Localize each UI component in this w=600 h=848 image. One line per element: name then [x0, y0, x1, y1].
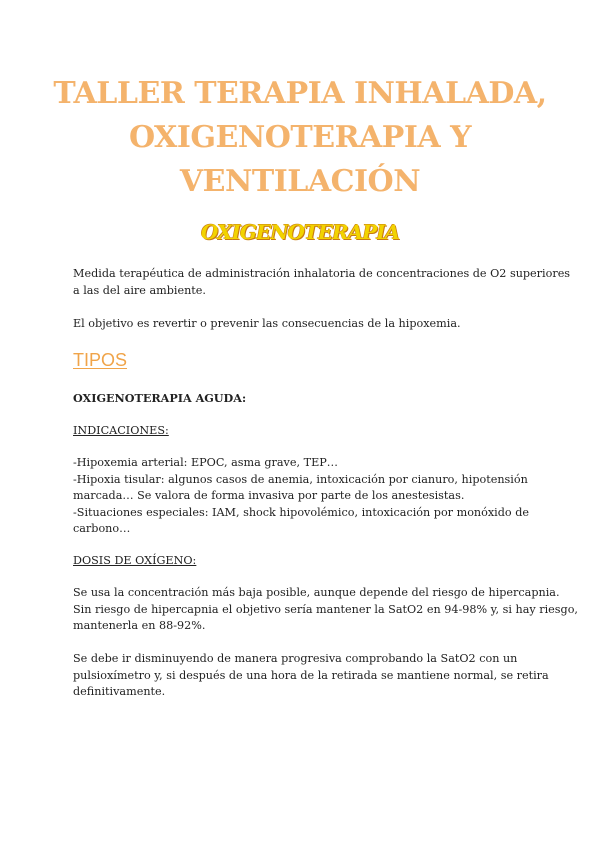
document-title [0, 72, 600, 204]
indicacion-line-2: -Hipoxia tisular: algunos casos de anemia, intoxicación por cianuro, hipotensión [73, 472, 528, 486]
definition-line-1: Medida terapéutica de administración inhalatoria de concentraciones de O2 superiores [73, 267, 571, 280]
indicacion-line-1: -Hipoxemia arterial: EPOC, asma grave, TEP… [73, 456, 338, 469]
dosis-p1-line-2: Sin riesgo de hipercapnia el objetivo sería mantener la SatO2 en 94-98% y, si hay riesgo, [73, 602, 578, 616]
section-subtitle: OXIGENOTERAPIA [200, 220, 400, 244]
dosis-p1-line-3: mantenerla en 88-92%. [73, 619, 206, 632]
dosis-heading-wrap [73, 553, 533, 570]
title-line-3: VENTILACIÓN [179, 164, 421, 199]
indicacion-line-3: marcada… Se valora de forma invasiva por parte de los anestesistas. [73, 489, 465, 502]
indicaciones-heading: INDICACIONES: [73, 424, 169, 437]
objective-paragraph [73, 316, 533, 333]
indicaciones-heading-wrap [73, 423, 533, 440]
title-line-1: TALLER TERAPIA INHALADA, [53, 76, 547, 111]
title-line-2: OXIGENOTERAPIA Y [128, 120, 472, 155]
aguda-heading: OXIGENOTERAPIA AGUDA: [73, 391, 247, 405]
definition-line-2: a las del aire ambiente. [73, 283, 206, 297]
objective-line: El objetivo es revertir o prevenir las consecuencias de la hipoxemia. [73, 317, 461, 330]
dosis-paragraph-2 [73, 651, 549, 701]
indicacion-line-4: -Situaciones especiales: IAM, shock hipovolémico, intoxicación por monóxido de [73, 505, 529, 519]
dosis-p1-line-1: Se usa la concentración más baja posible, aunque depende del riesgo de hipercapnia. [73, 586, 560, 599]
tipos-heading: TIPOS [73, 350, 128, 370]
dosis-p2-line-1: Se debe ir disminuyendo de manera progresiva comprobando la SatO2 con un [73, 652, 518, 665]
dosis-heading: DOSIS DE OXÍGENO: [73, 554, 197, 567]
definition-paragraph [73, 266, 571, 299]
indicacion-line-5: carbono… [73, 522, 131, 535]
indicaciones-list [73, 455, 533, 538]
dosis-p2-line-3: definitivamente. [73, 685, 166, 698]
dosis-paragraph-1 [73, 585, 578, 635]
dosis-p2-line-2: pulsioxímetro y, si después de una hora de la retirada se mantiene normal, se retira [73, 668, 549, 682]
